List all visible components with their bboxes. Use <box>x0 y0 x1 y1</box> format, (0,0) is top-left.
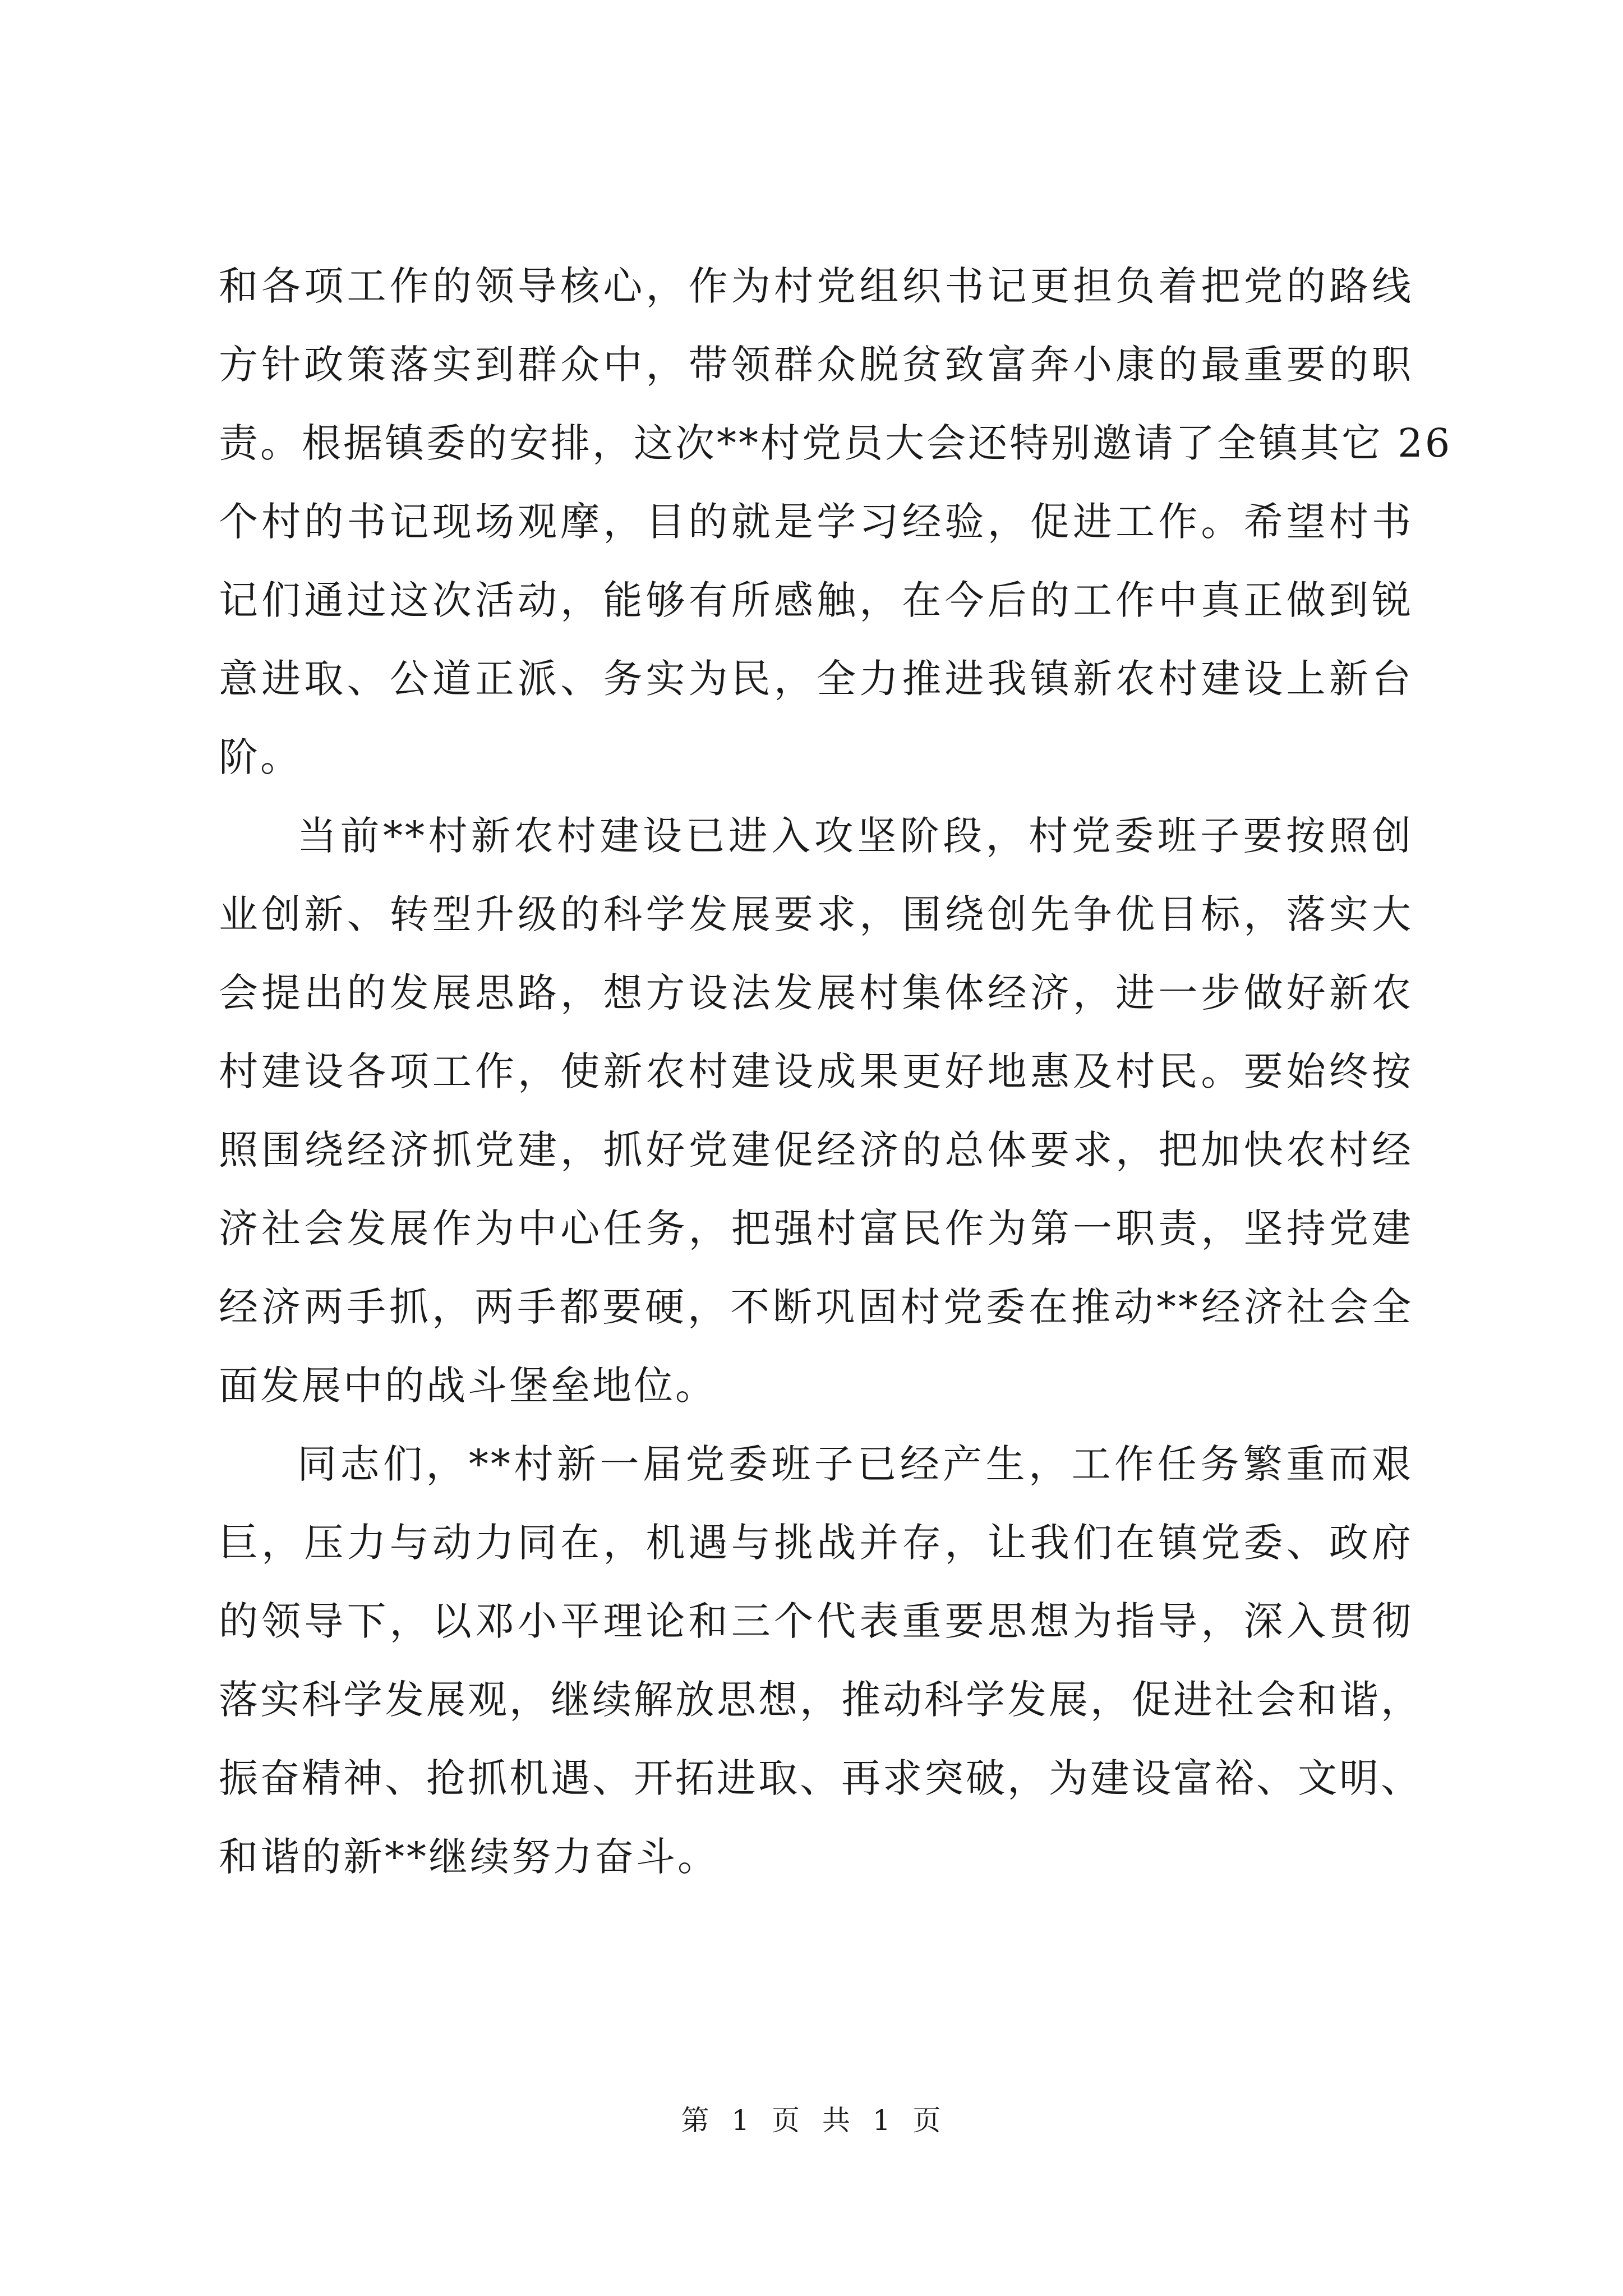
paragraph-1-line-4: 个村的书记现场观摩，目的就是学习经验，促进工作。希望村书 <box>219 499 1413 545</box>
paragraph-3-line-1: 同志们，**村新一届党委班子已经产生，工作任务繁重而艰 <box>297 1441 1413 1487</box>
page-footer: 第 1 页 共 1 页 <box>681 2104 942 2137</box>
paragraph-2-line-6: 济社会发展作为中心任务，把强村富民作为第一职责，坚持党建 <box>219 1205 1413 1251</box>
document-body <box>219 247 1453 1896</box>
paragraph-1-line-7: 阶。 <box>219 734 302 780</box>
paragraph-2-line-7: 经济两手抓，两手都要硬，不断巩固村党委在推动**经济社会全 <box>219 1284 1413 1330</box>
paragraph-3-line-6: 和谐的新**继续努力奋斗。 <box>219 1834 719 1880</box>
paragraph-3-line-4: 落实科学发展观，继续解放思想，推动科学发展，促进社会和谐， <box>219 1677 1422 1723</box>
paragraph-1-line-6: 意进取、公道正派、务实为民，全力推进我镇新农村建设上新台 <box>219 656 1413 702</box>
paragraph-3-line-5: 振奋精神、抢抓机遇、开拓进取、再求突破，为建设富裕、文明、 <box>219 1755 1422 1801</box>
paragraph-1-line-2: 方针政策落实到群众中，带领群众脱贫致富奔小康的最重要的职 <box>219 342 1413 388</box>
paragraph-3-line-3: 的领导下，以邓小平理论和三个代表重要思想为指导，深入贯彻 <box>219 1598 1413 1644</box>
paragraph-2-line-4: 村建设各项工作，使新农村建设成果更好地惠及村民。要始终按 <box>219 1048 1413 1094</box>
paragraph-1-line-1: 和各项工作的领导核心，作为村党组织书记更担负着把党的路线 <box>219 263 1413 309</box>
paragraph-2-line-3: 会提出的发展思路，想方设法发展村集体经济，进一步做好新农 <box>219 970 1413 1016</box>
paragraph-2-line-2: 业创新、转型升级的科学发展要求，围绕创先争优目标，落实大 <box>219 891 1413 937</box>
paragraph-2-line-5: 照围绕经济抓党建，抓好党建促经济的总体要求，把加快农村经 <box>219 1127 1413 1173</box>
paragraph-2-line-8: 面发展中的战斗堡垒地位。 <box>219 1363 717 1409</box>
paragraph-1-line-5: 记们通过这次活动，能够有所感触，在今后的工作中真正做到锐 <box>219 577 1413 623</box>
paragraph-3-line-2: 巨，压力与动力同在，机遇与挑战并存，让我们在镇党委、政府 <box>219 1520 1413 1566</box>
paragraph-2-line-1: 当前**村新农村建设已进入攻坚阶段，村党委班子要按照创 <box>297 813 1413 859</box>
paragraph-1-line-3: 责。根据镇委的安排，这次**村党员大会还特别邀请了全镇其它 26 <box>219 420 1453 466</box>
